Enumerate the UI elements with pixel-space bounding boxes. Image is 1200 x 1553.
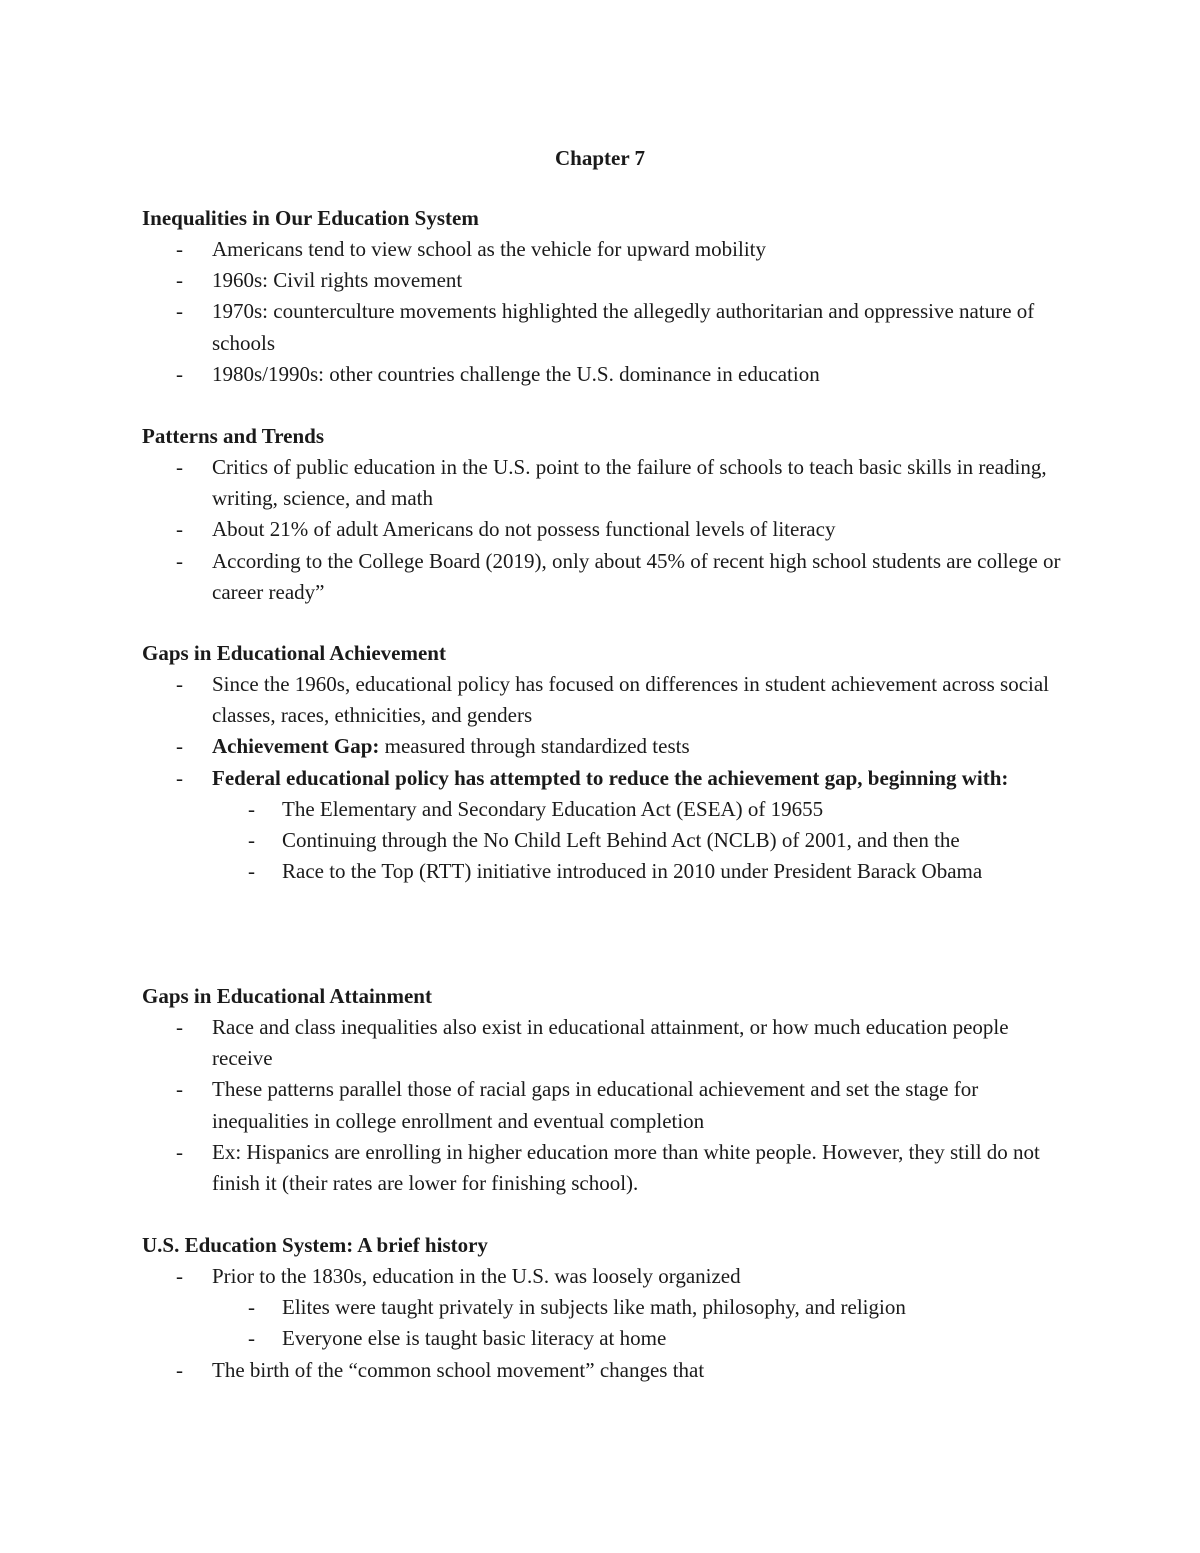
list-item: [142, 359, 1062, 390]
dash-bullet-icon: -: [176, 1015, 183, 1039]
dash-bullet-icon: -: [176, 1357, 183, 1382]
section-heading: U.S. Education System: A brief history: [142, 1233, 488, 1257]
list-item-text: 1980s/1990s: other countries challenge the U.S. dominance in education: [212, 361, 820, 386]
list-item-text: About 21% of adult Americans do not possess functional levels of literacy: [212, 517, 836, 542]
list-item: [142, 234, 1062, 265]
sub-bullet-list: [212, 794, 1062, 888]
dash-bullet-icon: -: [248, 859, 255, 884]
section-heading: Inequalities in Our Education System: [142, 206, 479, 230]
list-item-text: These patterns parallel those of racial gaps in educational achievement and set the stage for inequalities in college enrollment and eventual completion: [212, 1077, 979, 1133]
section-history: [142, 1230, 1062, 1386]
sub-list-item-text: Elites were taught privately in subjects like math, philosophy, and religion: [282, 1295, 906, 1320]
dash-bullet-icon: -: [176, 765, 183, 790]
list-item-text: The birth of the “common school movement” changes that: [212, 1357, 705, 1382]
sub-list-item-text: The Elementary and Secondary Education Act (ESEA) of 19655: [282, 796, 824, 821]
list-item: [142, 265, 1062, 296]
bullet-list: [142, 234, 1062, 390]
page-title: Chapter 7: [554, 146, 646, 170]
bullet-list: [142, 669, 1062, 887]
dash-bullet-icon: -: [176, 1077, 183, 1102]
bullet-list: [142, 1012, 1062, 1199]
dash-bullet-icon: -: [248, 1326, 255, 1351]
sub-list-item-text: Continuing through the No Child Left Behind Act (NCLB) of 2001, and then the: [282, 828, 960, 853]
list-item: [142, 731, 1062, 762]
section-heading: Patterns and Trends: [142, 424, 325, 448]
dash-bullet-icon: -: [176, 455, 183, 479]
sub-list-item: [212, 825, 1062, 856]
list-item: [142, 1137, 1062, 1199]
section-patterns-trends: [142, 421, 1062, 608]
list-item: [142, 452, 1062, 514]
sub-list-item: [212, 1323, 1062, 1354]
bullet-list: [142, 1261, 1062, 1386]
dash-bullet-icon: -: [176, 517, 183, 542]
section-achievement-gaps: [142, 638, 1062, 887]
sub-list-item: [212, 1292, 1062, 1323]
dash-bullet-icon: -: [176, 361, 183, 386]
dash-bullet-icon: -: [176, 299, 183, 324]
list-item-text: Prior to the 1830s, education in the U.S. was loosely organized: [212, 1264, 741, 1288]
dash-bullet-icon: -: [248, 828, 255, 853]
list-item-text: Americans tend to view school as the vehicle for upward mobility: [212, 237, 767, 261]
list-item-text: Critics of public education in the U.S. point to the failure of schools to teach basic skills in reading, writing, science, and math: [212, 455, 1047, 511]
dash-bullet-icon: -: [248, 796, 255, 821]
list-item-text: Since the 1960s, educational policy has focused on differences in student achievement across social classes, races, ethnicities, and genders: [212, 672, 1050, 728]
list-item: [142, 546, 1062, 608]
list-item: [142, 514, 1062, 545]
list-item-text: Ex: Hispanics are enrolling in higher education more than white people. However, they still do not finish it (their rates are lower for finishing school).: [212, 1139, 1040, 1196]
list-item-text: 1970s: counterculture movements highlighted the allegedly authoritarian and oppressive nature of schools: [212, 299, 1035, 355]
dash-bullet-icon: -: [176, 734, 183, 759]
list-item-text: measured through standardized tests: [379, 734, 690, 759]
list-item: [142, 669, 1062, 731]
list-item-text: Race and class inequalities also exist in educational attainment, or how much education people receive: [212, 1015, 1009, 1071]
section-attainment-gaps: [142, 981, 1062, 1199]
sub-list-item-text: Race to the Top (RTT) initiative introduced in 2010 under President Barack Obama: [282, 859, 983, 884]
sub-bullet-list: [212, 1292, 1062, 1354]
sub-list-item: [212, 856, 1062, 887]
dash-bullet-icon: -: [248, 1295, 255, 1320]
dash-bullet-icon: -: [176, 237, 183, 261]
list-item-text: 1960s: Civil rights movement: [212, 268, 463, 293]
dash-bullet-icon: -: [176, 548, 183, 573]
dash-bullet-icon: -: [176, 1139, 183, 1164]
list-item-text: Federal educational policy has attempted to reduce the achievement gap, beginning with:: [212, 765, 1009, 790]
sub-list-item: [212, 794, 1062, 825]
section-inequalities: [142, 203, 1062, 390]
list-item: [142, 1012, 1062, 1074]
section-heading: Gaps in Educational Achievement: [142, 641, 446, 665]
dash-bullet-icon: -: [176, 672, 183, 696]
list-item: [142, 1261, 1062, 1355]
list-item: [142, 296, 1062, 358]
bullet-list: [142, 452, 1062, 608]
list-item: [142, 1355, 1062, 1386]
term-label: Achievement Gap:: [212, 734, 380, 759]
dash-bullet-icon: -: [176, 268, 183, 293]
section-heading: Gaps in Educational Attainment: [142, 984, 432, 1008]
sub-list-item-text: Everyone else is taught basic literacy at home: [282, 1326, 667, 1351]
dash-bullet-icon: -: [176, 1264, 183, 1288]
list-item: [142, 1074, 1062, 1136]
list-item: [142, 763, 1062, 888]
list-item-text: According to the College Board (2019), only about 45% of recent high school students are college or career ready”: [212, 548, 1061, 604]
